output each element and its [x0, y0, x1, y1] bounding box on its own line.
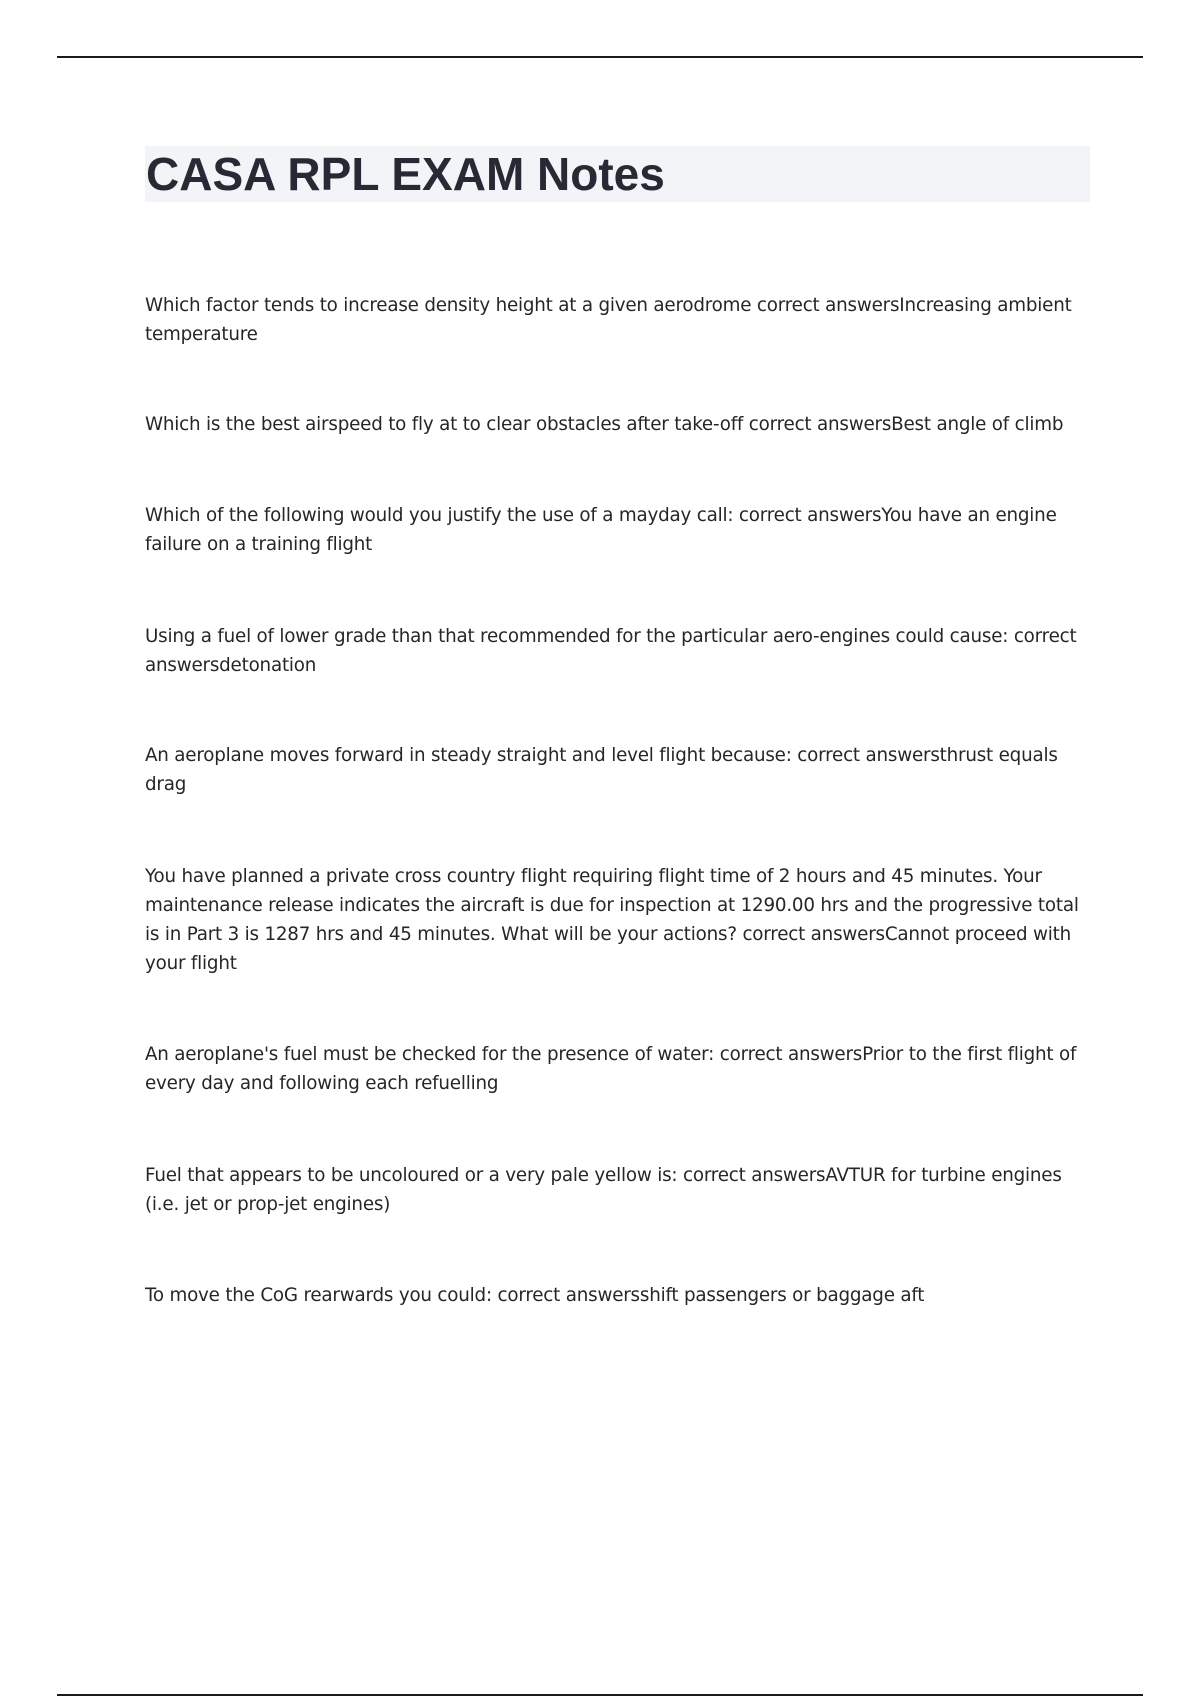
qa-item: An aeroplane moves forward in steady straight and level flight because: correct answersthrust equals drag: [145, 745, 1058, 795]
qa-item: Which of the following would you justify the use of a mayday call: correct answersYou have an engine failure on a training flight: [145, 505, 1057, 555]
top-rule: [57, 56, 1143, 58]
page-title: CASA RPL EXAM Notes: [146, 148, 665, 200]
qa-item: Which factor tends to increase density height at a given aerodrome correct answersIncreasing ambient temperature: [145, 295, 1072, 345]
qa-item: Using a fuel of lower grade than that recommended for the particular aero-engines could cause: correct answersdetonation: [145, 626, 1077, 676]
qa-item: An aeroplane's fuel must be checked for the presence of water: correct answersPrior to the first flight of every day and following each refuelling: [145, 1044, 1077, 1094]
qa-item: Fuel that appears to be uncoloured or a very pale yellow is: correct answersAVTUR for turbine engines (i.e. jet or prop-jet engines): [145, 1165, 1062, 1215]
qa-item: You have planned a private cross country flight requiring flight time of 2 hours and 45 minutes. Your maintenance release indicates the aircraft is due for inspection at 1290.00 hrs and the progressive total is in Part 3 is 1287 hrs and 45 minutes. What will be your actions? correct answersCannot proceed with your flight: [145, 866, 1079, 974]
qa-item: Which is the best airspeed to fly at to clear obstacles after take-off correct answersBest angle of climb: [145, 414, 1064, 435]
qa-item: To move the CoG rearwards you could: correct answersshift passengers or baggage aft: [145, 1285, 925, 1306]
bottom-rule: [57, 1694, 1143, 1696]
